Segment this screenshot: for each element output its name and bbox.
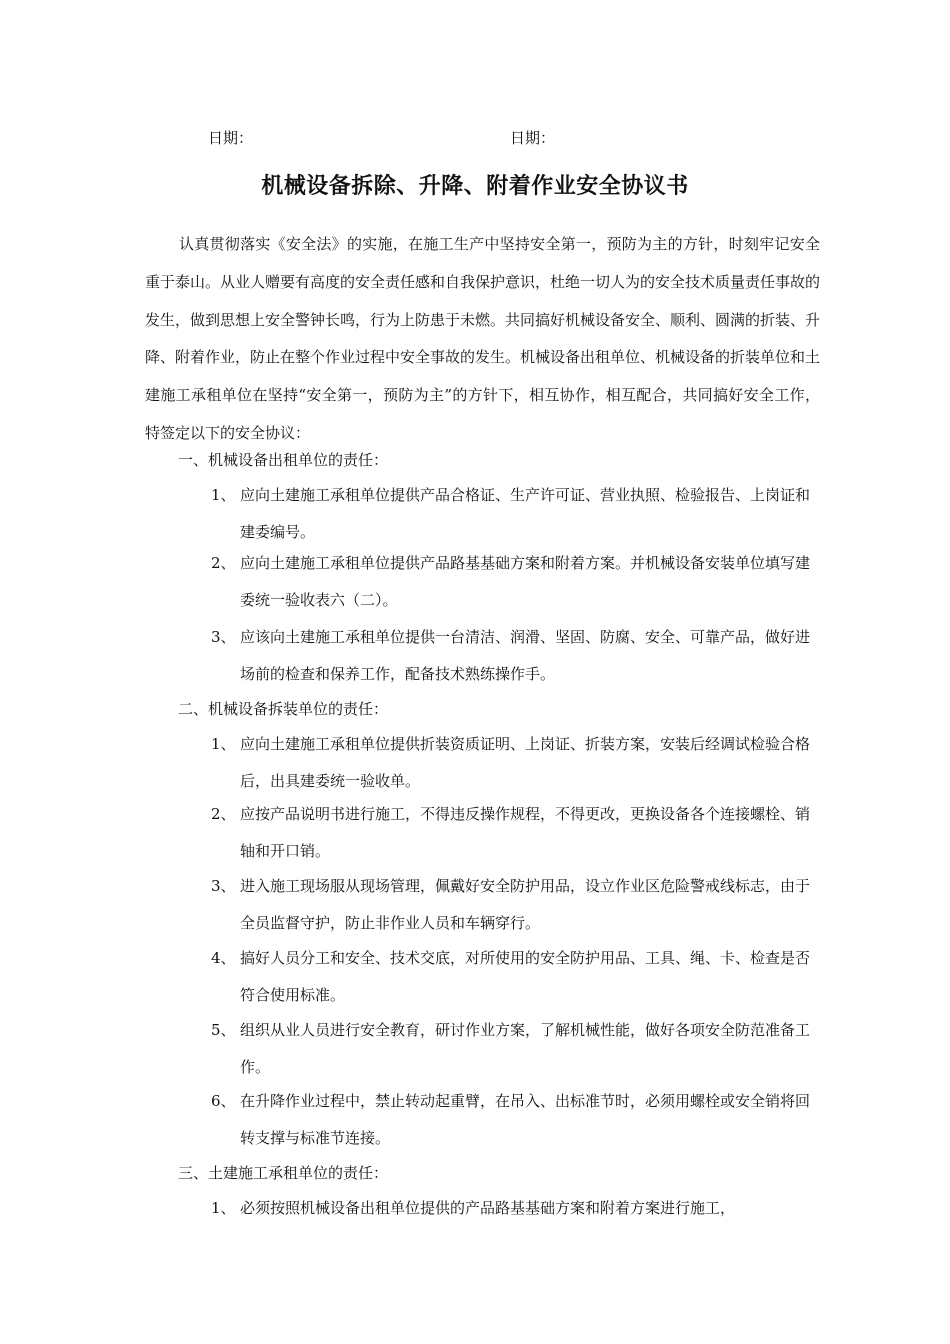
- section-heading-2: 二、机械设备拆装单位的责任：: [178, 700, 389, 718]
- item-text: 应向土建施工承租单位提供产品合格证、生产许可证、营业执照、检验报告、上岗证和建委编号。: [240, 486, 811, 541]
- item-text: 搞好人员分工和安全、技术交底，对所使用的安全防护用品、工具、绳、卡、检查是否符合使用标准。: [240, 949, 811, 1004]
- item-number: 1、: [211, 1199, 236, 1217]
- item-text: 应该向土建施工承租单位提供一台清洁、润滑、坚固、防腐、安全、可靠产品，做好进场前的检查和保养工作，配备技术熟练操作手。: [240, 628, 811, 683]
- item-text: 应向土建施工承租单位提供折装资质证明、上岗证、折装方案，安装后经调试检验合格后，出具建委统一验收单。: [240, 735, 811, 790]
- item-text: 应按产品说明书进行施工，不得违反操作规程，不得更改，更换设备各个连接螺栓、销轴和开口销。: [240, 805, 811, 860]
- list-item: [211, 1084, 821, 1157]
- list-item: [211, 1191, 821, 1227]
- item-number: 3、: [211, 877, 236, 895]
- list-item: [211, 727, 821, 800]
- item-number: 1、: [211, 486, 236, 504]
- item-text: 在升降作业过程中，禁止转动起重臂，在吊入、出标准节时，必须用螺栓或安全销将回转支撑与标准节连接。: [240, 1092, 811, 1147]
- date-label-right: 日期：: [510, 129, 556, 147]
- item-number: 2、: [211, 805, 236, 823]
- list-item: [211, 1013, 821, 1086]
- list-item: [211, 797, 821, 870]
- item-text: 组织从业人员进行安全教育，研讨作业方案，了解机械性能，做好各项安全防范准备工作。: [240, 1021, 811, 1076]
- item-number: 2、: [211, 554, 236, 572]
- item-text: 必须按照机械设备出租单位提供的产品路基基础方案和附着方案进行施工，: [240, 1199, 736, 1217]
- item-number: 1、: [211, 735, 236, 753]
- item-text: 应向土建施工承租单位提供产品路基基础方案和附着方案。并机械设备安装单位填写建委统一验收表六（二）。: [240, 554, 811, 609]
- item-number: 3、: [211, 628, 236, 646]
- list-item: [211, 869, 821, 942]
- item-number: 4、: [211, 949, 236, 967]
- item-text: 进入施工现场服从现场管理，佩戴好安全防护用品，设立作业区危险警戒线标志，由于全员监督守护，防止非作业人员和车辆穿行。: [240, 877, 811, 932]
- date-label-left: 日期：: [208, 129, 254, 147]
- list-item: [211, 478, 821, 551]
- intro-paragraph: 认真贯彻落实《安全法》的实施，在施工生产中坚持安全第一，预防为主的方针，时刻牢记安全重于泰山。从业人赠要有高度的安全责任感和自我保护意识，杜绝一切人为的安全技术质量责任事故的发生，做到思想上安全警钟长鸣，行为上防患于未燃。共同搞好机械设备安全、顺利、圆满的折装、升降、附着作业，防止在整个作业过程中安全事故的发生。机械设备出租单位、机械设备的折装单位和土建施工承租单位在坚持“安全第一，预防为主”的方针下，相互协作，相互配合，共同搞好安全工作，特签定以下的安全协议：: [145, 235, 821, 442]
- list-item: [211, 546, 821, 619]
- list-item: [211, 941, 821, 1014]
- list-item: [211, 620, 821, 693]
- document-title: 机械设备拆除、升降、附着作业安全协议书: [261, 173, 689, 199]
- section-heading-3: 三、土建施工承租单位的责任：: [178, 1164, 389, 1182]
- section-heading-1: 一、机械设备出租单位的责任：: [178, 451, 389, 469]
- item-number: 5、: [211, 1021, 236, 1039]
- item-number: 6、: [211, 1092, 236, 1110]
